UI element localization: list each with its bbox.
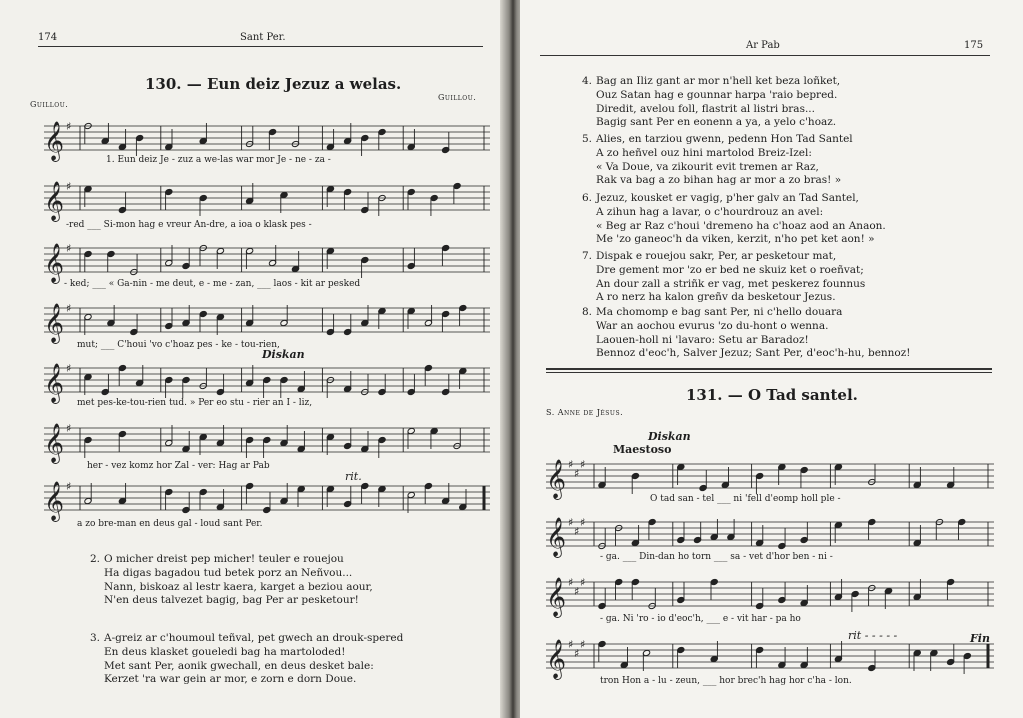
stanza-line: Me 'zo ganeoc'h da viken, kerzit, n'ho pet ket aon! » [596, 233, 875, 246]
stanza-line: Dre gement mor 'zo er bed ne skuiz ket o roeñvat; [596, 263, 864, 276]
sharp-icon: ♯ [66, 120, 72, 133]
sharp-icon: ♯ [580, 516, 586, 529]
treble-clef-icon: 𝄞 [546, 517, 567, 557]
stanza-line: N'en deus talvezet bagig, bag Per ar pesketour! [104, 594, 359, 607]
stanza-number: 3. [90, 632, 101, 644]
sharp-icon: ♯ [580, 638, 586, 651]
lyric-line: O tad san - tel ___ ni 'fell d'eomp holl ple - [650, 494, 841, 504]
sharp-icon: ♯ [66, 362, 72, 375]
treble-clef-icon: 𝄞 [44, 481, 65, 521]
treble-clef-icon: 𝄞 [44, 243, 65, 283]
stanza [582, 250, 866, 305]
stanza-line: Bag an Iliz gant ar mor n'hell ket beza loñket, [596, 75, 841, 87]
stanza-line: Diredit, avelou foll, flastrit al listri bras... [596, 102, 815, 115]
tempo-marking: Maestoso [613, 443, 672, 456]
stanza-line: Dispak e rouejou sakr, Per, ar pesketour mat, [596, 250, 837, 262]
stanza-line: Ha digas bagadou tud betek porz an Neñvou... [104, 566, 353, 579]
stanza-number: 2. [90, 553, 101, 565]
direction-diskan: Diskan [262, 348, 305, 361]
treble-clef-icon: 𝄞 [44, 363, 65, 403]
treble-clef-icon: 𝄞 [44, 121, 65, 161]
direction-rit: rit - - - - - [848, 629, 898, 642]
stanza-line: Met sant Per, aonik gwechall, en deus desket bale: [104, 659, 374, 672]
stanza-line: Ouz Satan hag e gounnar harpa 'raio bepred. [596, 88, 838, 101]
stanza-line: A zihun hag a lavar, o c'hourdrouz an avel: [596, 205, 824, 218]
stanza-line: Nann, biskoaz al lestr kaera, karget a beziou aour, [104, 580, 373, 593]
lyricist-attribution: Guillou. [438, 93, 477, 102]
sharp-icon: ♯ [574, 525, 580, 538]
treble-clef-icon: 𝄞 [546, 639, 567, 679]
sharp-icon: ♯ [568, 458, 574, 471]
stanza-number: 7. [582, 250, 593, 262]
stanza-number: 6. [582, 192, 593, 204]
section-rule [546, 372, 992, 373]
lyric-line: - ked; ___ « Ga-nin - me deut, e - me - zan, ___ laos - kit ar pesked [64, 279, 361, 289]
sharp-icon: ♯ [574, 647, 580, 660]
sharp-icon: ♯ [66, 302, 72, 315]
stanza-number: 5. [582, 133, 593, 145]
sharp-icon: ♯ [66, 180, 72, 193]
running-head: Sant Per. [240, 32, 286, 43]
sharp-icon: ♯ [568, 516, 574, 529]
sharp-icon: ♯ [574, 467, 580, 480]
lyric-line: her - vez komz hor Zal - ver: Hag ar Pab [87, 461, 270, 471]
stanza-line: A zo heñvel ouz hini martolod Breiz-Izel: [596, 146, 812, 159]
stanza-line: Bagig sant Per en eonenn a ya, a yelo c'hoaz. [596, 116, 837, 129]
stanza [582, 133, 853, 188]
lyric-line: a zo bre-man en deus gal - loud sant Per. [77, 519, 263, 529]
sharp-icon: ♯ [574, 585, 580, 598]
sharp-icon: ♯ [66, 480, 72, 493]
sharp-icon: ♯ [66, 242, 72, 255]
right-page [520, 0, 1023, 718]
stanza-line: Ma chomomp e bag sant Per, ni c'hello douara [596, 306, 843, 318]
stanza-line: An dour zall a striñk er vag, met peskerez founnus [596, 277, 866, 290]
stanza-line: Kerzet 'ra war gein ar mor, e zorn e dorn Doue. [104, 673, 357, 686]
stanza [90, 553, 373, 608]
lyric-line: met pes-ke-tou-rien tud. » Per eo stu - rier an I - liz, [77, 398, 313, 408]
sharp-icon: ♯ [580, 458, 586, 471]
music-staff [44, 478, 490, 524]
section-rule [546, 368, 992, 370]
composer-attribution: S. Anne de Jésus. [546, 408, 624, 417]
stanza-line: A ro nerz ha kalon greñv da besketour Jezus. [596, 291, 836, 304]
page-number: 174 [38, 32, 58, 43]
fin-marking: Fin [970, 632, 990, 645]
lyric-line: - ga. Ni 'ro - io d'eoc'h, ___ e - vit har - pa ho [600, 614, 801, 624]
lyric-line: -red ___ Si-mon hag e vreur An-dre, a ioa o klask pes - [66, 220, 312, 230]
page-number: 175 [964, 40, 984, 51]
stanza-number: 8. [582, 306, 593, 318]
stanza-line: Laouen-holl ni 'lavaro: Setu ar Baradoz! [596, 333, 809, 346]
music-staff [44, 420, 490, 466]
stanza-line: Rak va bag a zo bihan hag ar mor a zo bras! » [596, 174, 842, 187]
stanza-line: Alies, en tarziou gwenn, pedenn Hon Tad Santel [596, 133, 853, 145]
stanza-number: 4. [582, 75, 593, 87]
stanza-line: Bennoz d'eoc'h, Salver Jezuz; Sant Per, d'eoc'h-hu, bennoz! [596, 347, 911, 360]
treble-clef-icon: 𝄞 [546, 577, 567, 617]
lyric-line: 1. Eun deiz Je - zuz a we-las war mor Je - ne - za - [106, 155, 331, 165]
treble-clef-icon: 𝄞 [44, 181, 65, 221]
stanza-line: « Beg ar Raz c'houi 'dremeno ha c'hoaz aod an Anaon. [596, 219, 886, 232]
treble-clef-icon: 𝄞 [44, 303, 65, 343]
stanza-line: « Va Doue, va zikourit evit tremen ar Raz, [596, 160, 819, 173]
header-rule [38, 46, 483, 47]
music-staff [44, 178, 490, 224]
stanza [90, 632, 404, 687]
left-page [0, 0, 505, 718]
lyric-line: mut; ___ C'houi 'vo c'hoaz pes - ke - tou-rien, [77, 340, 280, 350]
sharp-icon: ♯ [580, 576, 586, 589]
lyric-line: tron Hon a - lu - zeun, ___ hor brec'h hag hor c'ha - lon. [600, 676, 852, 686]
song-title: 131. — O Tad santel. [686, 386, 858, 404]
direction-diskan: Diskan [648, 430, 691, 443]
sharp-icon: ♯ [568, 576, 574, 589]
stanza [582, 192, 886, 247]
song-title: 130. — Eun deiz Jezuz a welas. [145, 75, 402, 93]
sharp-icon: ♯ [568, 638, 574, 651]
stanza [582, 306, 911, 361]
composer-attribution: Guillou. [30, 100, 69, 109]
stanza-line: War an aochou evurus 'zo du-hont o wenna. [596, 319, 829, 332]
direction-rit: rit. [345, 470, 362, 483]
treble-clef-icon: 𝄞 [546, 459, 567, 499]
treble-clef-icon: 𝄞 [44, 423, 65, 463]
stanza-line: O micher dreist pep micher! teuler e rouejou [104, 553, 344, 565]
stanza [582, 75, 841, 130]
stanza-line: Jezuz, kousket er vagig, p'her galv an Tad Santel, [596, 192, 859, 204]
lyric-line: - ga. ___ Din-dan ho torn ___ sa - vet d'hor ben - ni - [600, 552, 833, 562]
sharp-icon: ♯ [66, 422, 72, 435]
running-head: Ar Pab [746, 40, 780, 51]
stanza-line: A-greiz ar c'houmoul teñval, pet gwech an drouk-spered [104, 632, 404, 644]
stanza-line: En deus klasket goueledi bag ha martoloded! [104, 645, 346, 658]
header-rule [540, 55, 990, 56]
